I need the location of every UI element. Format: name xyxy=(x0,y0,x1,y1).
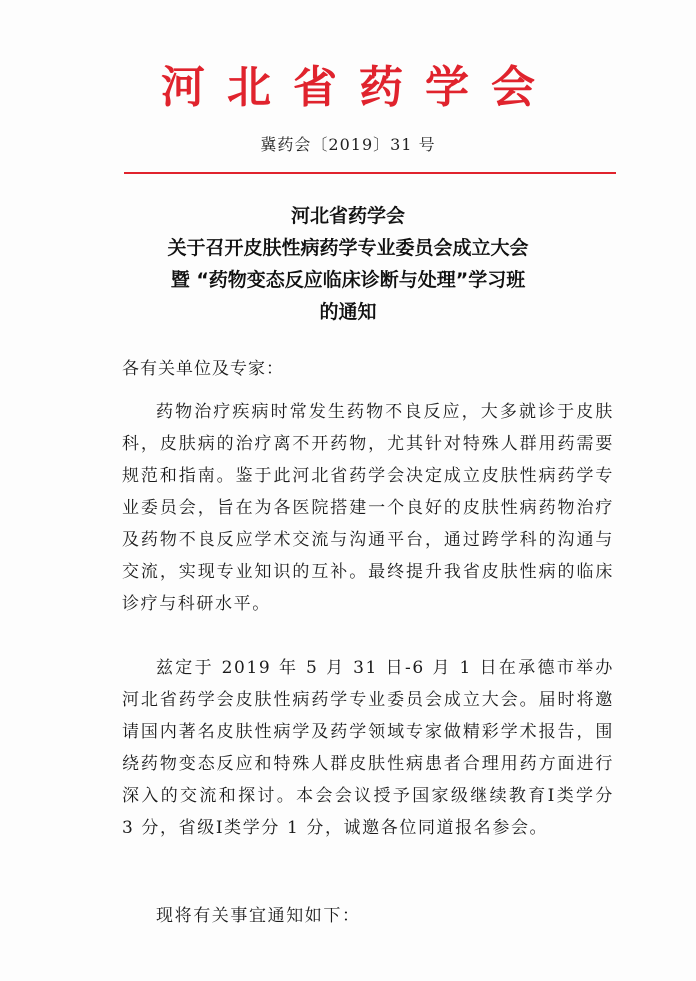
document-number: 冀药会〔2019〕31 号 xyxy=(260,135,436,154)
body-paragraph-2: 兹定于 2019 年 5 月 31 日-6 月 1 日在承德市举办河北省药学会皮肤性病药学专业委员会成立大会。届时将邀请国内著名皮肤性病学及药学领域专家做精彩学术报告，围绕药物变态反应和特殊人群皮肤性病患者合理用药方面进行深入的交流和探讨。本会会议授予国家级继续教育Ⅰ类学分 3 分，省级Ⅰ类学分 1 分，诚邀各位同道报名参会。 xyxy=(122,658,614,838)
title-line-2: 关于召开皮肤性病药学专业委员会成立大会 xyxy=(167,237,529,259)
title-line-1: 河北省药学会 xyxy=(290,205,405,227)
salutation: 各有关单位及专家： xyxy=(122,359,284,379)
header-divider xyxy=(124,172,616,174)
body-paragraph-1: 药物治疗疾病时常发生药物不良反应，大多就诊于皮肤科，皮肤病的治疗离不开药物，尤其针对特殊人群用药需要规范和指南。鉴于此河北省药学会决定成立皮肤性病药学专业委员会，旨在为各医院搭建一个良好的皮肤性病药物治疗及药物不良反应学术交流与沟通平台，通过跨学科的沟通与交流，实现专业知识的互补。最终提升我省皮肤性病的临床诊疗与科研水平。 xyxy=(122,402,614,614)
body-paragraph-3: 现将有关事宜通知如下： xyxy=(156,906,361,926)
org-letterhead: 河北省药学会 xyxy=(161,62,557,113)
title-line-3: 暨 “药物变态反应临床诊断与处理”学习班 xyxy=(170,269,526,291)
notice-title xyxy=(0,200,696,328)
title-line-4: 的通知 xyxy=(319,301,377,323)
